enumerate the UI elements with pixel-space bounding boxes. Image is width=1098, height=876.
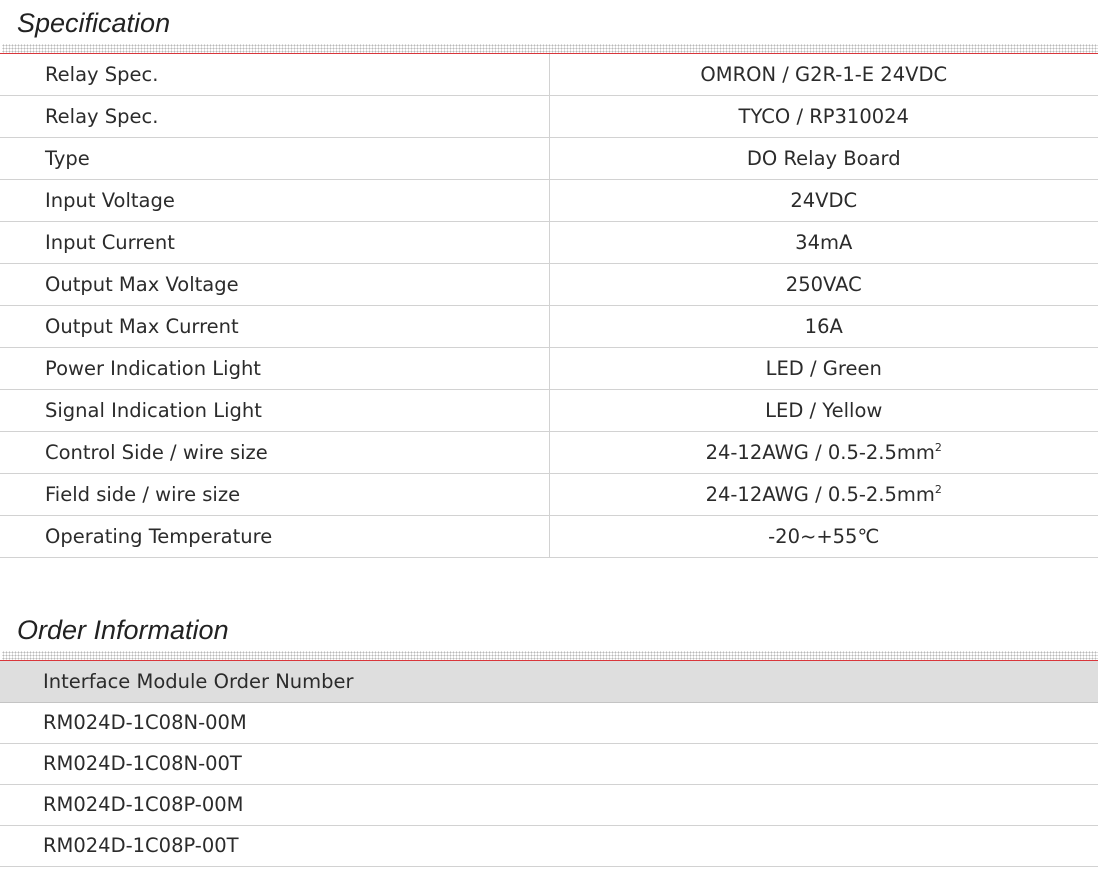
order-number: RM024D-1C08N-00T: [0, 743, 1098, 784]
superscript: 2: [934, 483, 942, 496]
spec-row: [0, 96, 1098, 138]
spec-value-cell: [549, 432, 1098, 474]
spec-value: TYCO / RP310024: [549, 96, 1098, 138]
spec-value: 24-12AWG / 0.5-2.5mm: [705, 483, 935, 506]
spec-row: [0, 180, 1098, 222]
specification-title: Specification: [17, 8, 171, 38]
order-row: [0, 784, 1098, 825]
spec-row: [0, 54, 1098, 96]
spec-label: Output Max Current: [0, 306, 549, 348]
order-number: RM024D-1C08P-00M: [0, 784, 1098, 825]
spec-label: Type: [0, 138, 549, 180]
spec-value: 24VDC: [549, 180, 1098, 222]
spec-value: 16A: [549, 306, 1098, 348]
spec-value: -20~+55℃: [549, 516, 1098, 558]
order-header: Interface Module Order Number: [0, 661, 1098, 702]
spec-value: DO Relay Board: [549, 138, 1098, 180]
spec-value-cell: [549, 474, 1098, 516]
spec-label: Power Indication Light: [0, 348, 549, 390]
spec-label: Signal Indication Light: [0, 390, 549, 432]
order-row: [0, 702, 1098, 743]
spec-row: [0, 432, 1098, 474]
spec-row: [0, 474, 1098, 516]
spec-label: Relay Spec.: [0, 54, 549, 96]
superscript: 2: [934, 441, 942, 454]
spec-value: 34mA: [549, 222, 1098, 264]
spec-value: LED / Yellow: [549, 390, 1098, 432]
spec-row: [0, 348, 1098, 390]
order-information-table: [0, 661, 1098, 867]
spec-label: Relay Spec.: [0, 96, 549, 138]
spec-label: Input Current: [0, 222, 549, 264]
spec-label: Operating Temperature: [0, 516, 549, 558]
order-row: [0, 825, 1098, 866]
order-row: [0, 743, 1098, 784]
spec-value: OMRON / G2R-1-E 24VDC: [549, 54, 1098, 96]
spec-value: 250VAC: [549, 264, 1098, 306]
spec-label: Field side / wire size: [0, 474, 549, 516]
spec-row: [0, 222, 1098, 264]
spec-value: LED / Green: [549, 348, 1098, 390]
order-header-row: [0, 661, 1098, 702]
spec-label: Output Max Voltage: [0, 264, 549, 306]
spec-row: [0, 264, 1098, 306]
spec-row: [0, 516, 1098, 558]
spec-row: [0, 390, 1098, 432]
order-dotted-divider: [2, 651, 1098, 660]
spec-row: [0, 138, 1098, 180]
spec-value: 24-12AWG / 0.5-2.5mm: [705, 441, 935, 464]
spec-label: Input Voltage: [0, 180, 549, 222]
specification-table: [0, 54, 1098, 558]
order-information-title: Order Information: [17, 615, 229, 645]
spec-row: [0, 306, 1098, 348]
specification-dotted-divider: [2, 44, 1098, 53]
spec-label: Control Side / wire size: [0, 432, 549, 474]
order-number: RM024D-1C08N-00M: [0, 702, 1098, 743]
order-number: RM024D-1C08P-00T: [0, 825, 1098, 866]
